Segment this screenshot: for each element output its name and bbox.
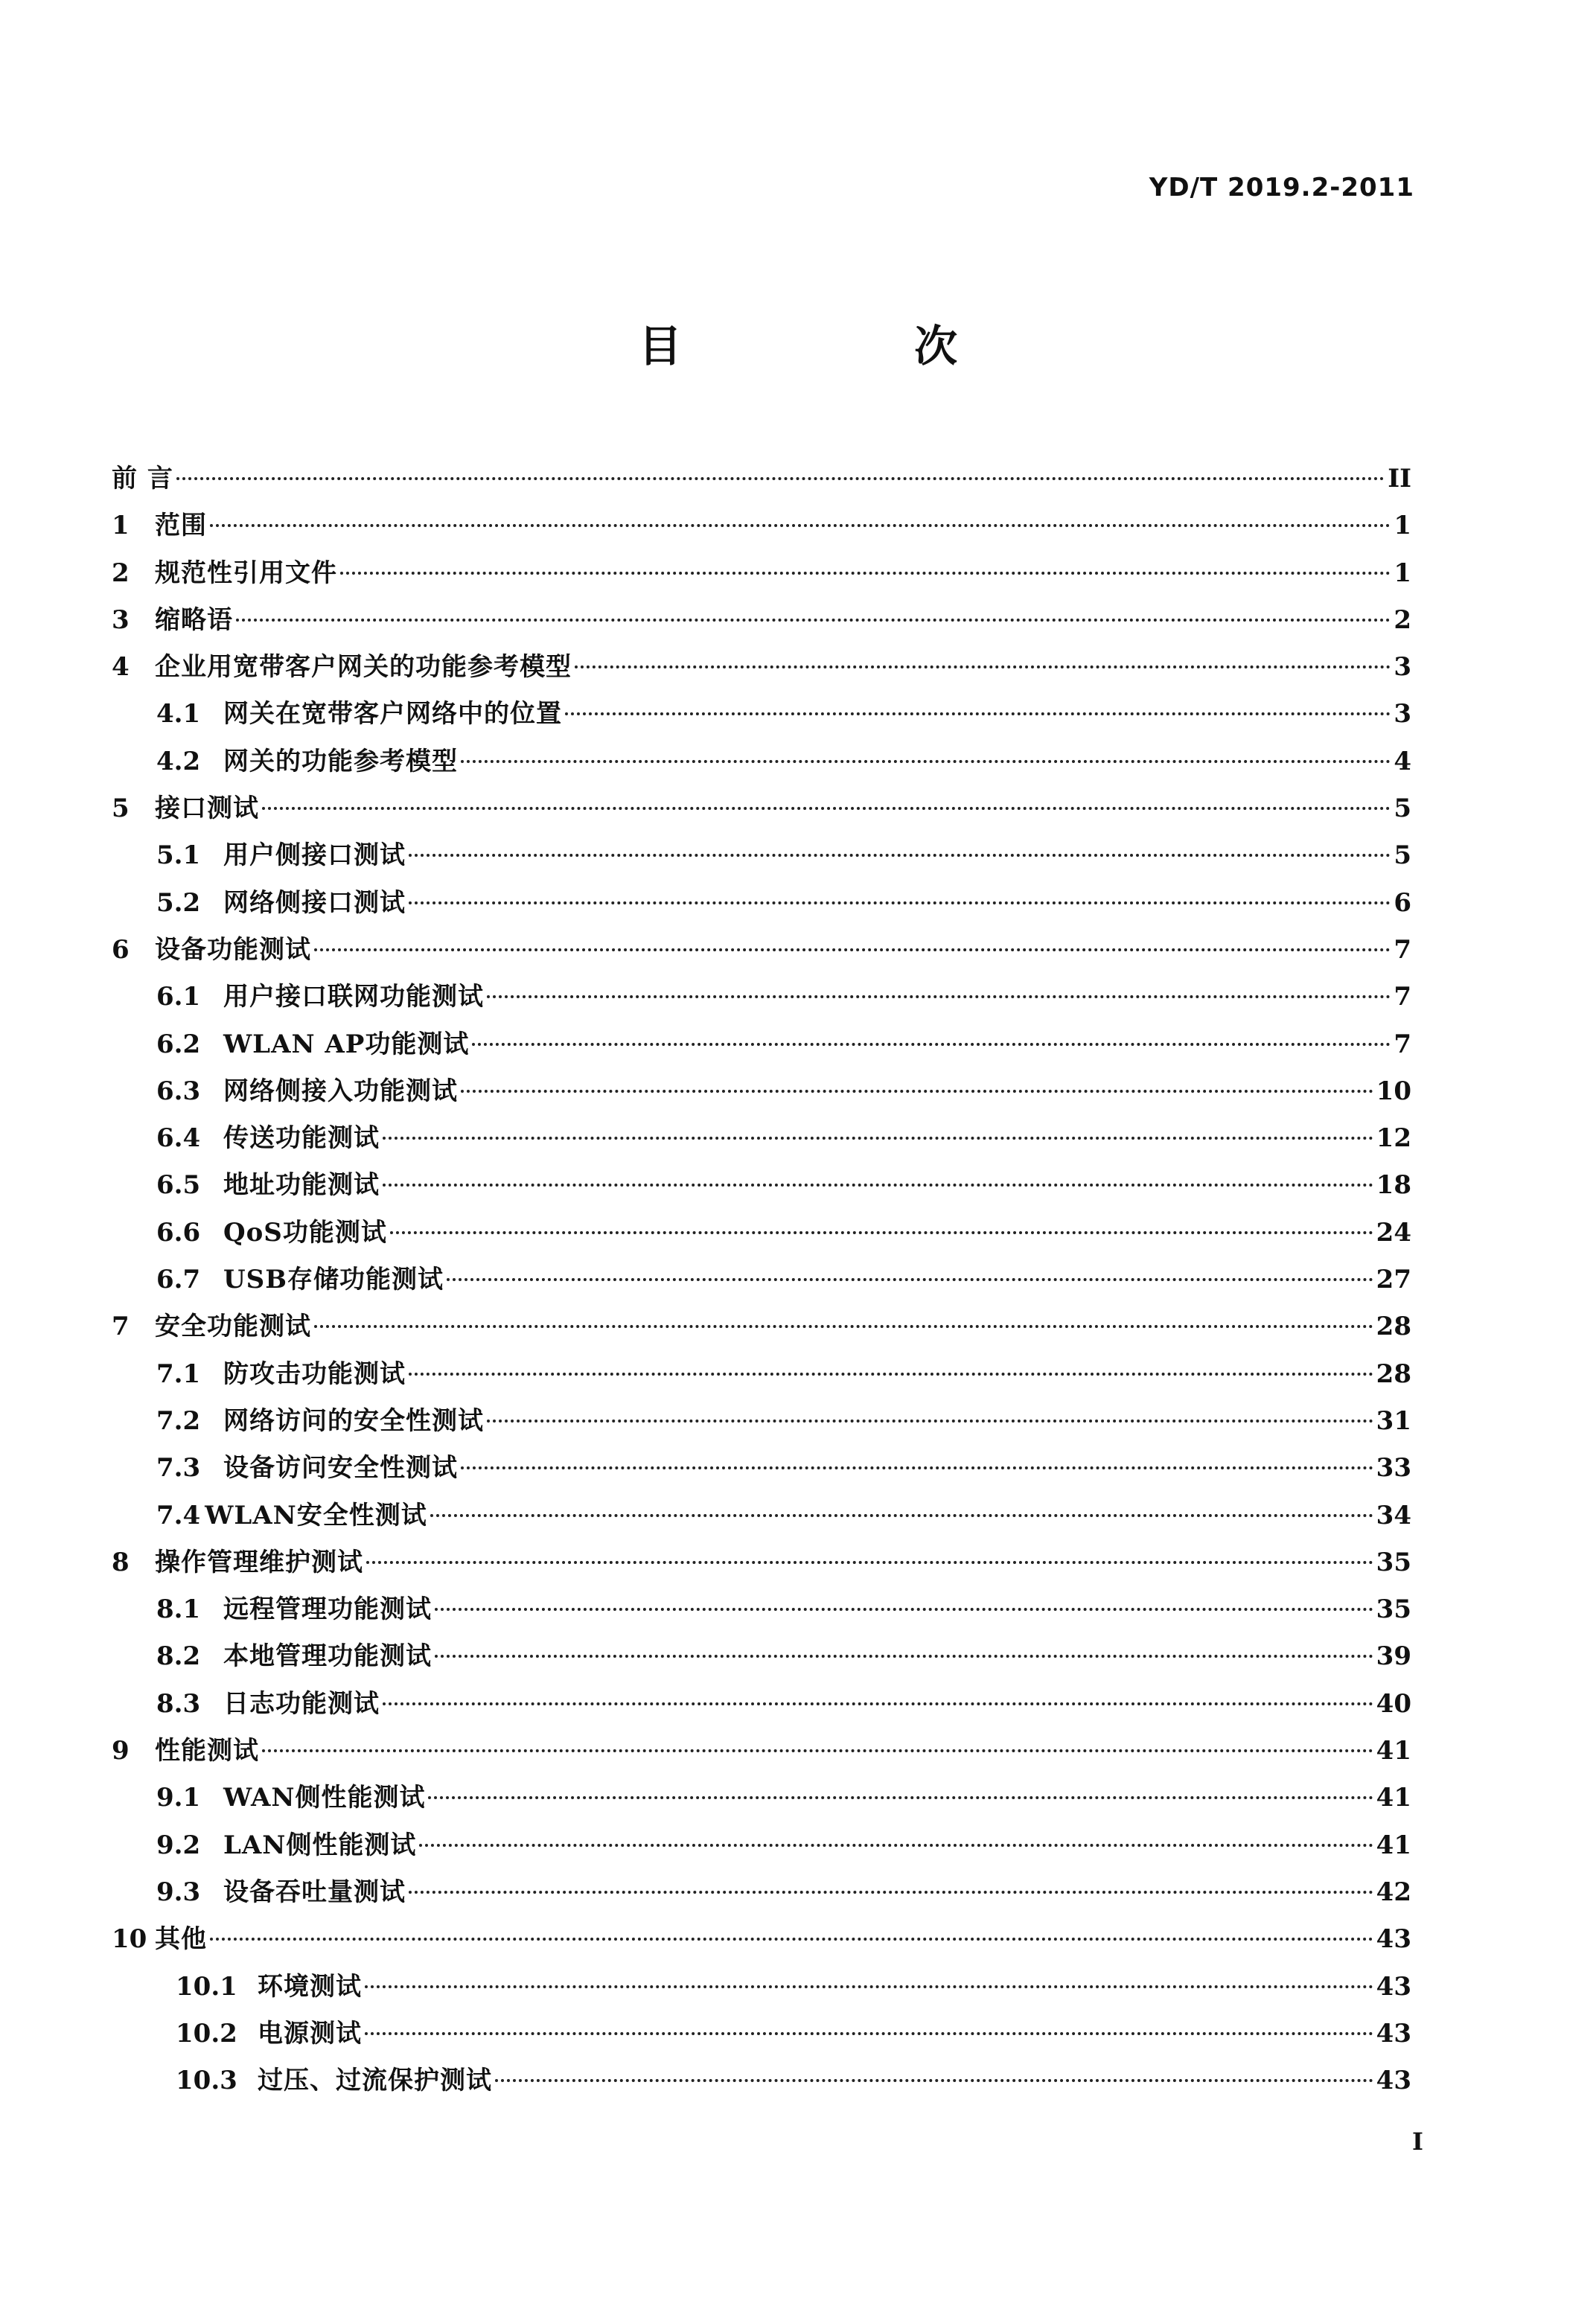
toc-entry-title: 地址功能测试 xyxy=(223,1170,380,1201)
toc-entry-page: 7 xyxy=(1394,934,1411,965)
dot-leader xyxy=(409,854,1391,857)
toc-entry[interactable] xyxy=(112,550,1411,597)
toc-entry-page: 43 xyxy=(1376,2018,1411,2049)
toc-entry-number: 10.2 xyxy=(176,2018,237,2049)
toc-entry-page: 3 xyxy=(1394,652,1411,683)
toc-entry[interactable] xyxy=(112,1021,1411,1068)
toc-entry-title: 用户接口联网功能测试 xyxy=(223,982,484,1012)
toc-entry-number: 2 xyxy=(112,558,130,588)
toc-entry-number: 7.2 xyxy=(156,1405,201,1436)
toc-entry-title: 用户侧接口测试 xyxy=(223,840,406,871)
toc-entry-page: 6 xyxy=(1394,887,1411,918)
toc-entry-title: 设备访问安全性测试 xyxy=(223,1453,458,1484)
toc-entry-page: 27 xyxy=(1376,1265,1411,1295)
dot-leader xyxy=(461,1466,1373,1469)
toc-entry-page: 34 xyxy=(1376,1500,1411,1530)
toc-entry-page: 41 xyxy=(1376,1830,1411,1860)
toc-entry-page: 28 xyxy=(1376,1358,1411,1389)
dot-leader xyxy=(236,619,1391,622)
toc-entry[interactable] xyxy=(112,456,1411,502)
toc-entry-title: 其他 xyxy=(155,1924,207,1955)
dot-leader xyxy=(575,665,1391,668)
toc-entry-page: 1 xyxy=(1394,511,1411,541)
toc-entry[interactable] xyxy=(112,1162,1411,1209)
toc-entry-title: 过压、过流保护测试 xyxy=(258,2066,492,2096)
toc-entry-page: 7 xyxy=(1394,1029,1411,1059)
dot-leader xyxy=(314,948,1391,951)
toc-entry-page: 12 xyxy=(1376,1123,1411,1154)
toc-entry[interactable] xyxy=(112,1445,1411,1492)
toc-entry[interactable] xyxy=(112,880,1411,927)
dot-leader xyxy=(365,1985,1373,1988)
toc-entry-title: 接口测试 xyxy=(155,794,259,824)
toc-entry[interactable] xyxy=(112,1964,1411,2011)
toc-entry-page: 18 xyxy=(1376,1170,1411,1201)
dot-leader xyxy=(210,524,1391,527)
dot-leader xyxy=(383,1702,1373,1705)
toc-entry-title: 缩略语 xyxy=(155,604,233,635)
dot-leader xyxy=(428,1796,1373,1799)
toc-entry-title: 网络访问的安全性测试 xyxy=(223,1405,484,1436)
dot-leader xyxy=(366,1561,1373,1564)
toc-entry-number: 10.3 xyxy=(176,2066,237,2096)
toc-entry[interactable] xyxy=(112,502,1411,549)
toc-entry-page: 7 xyxy=(1394,982,1411,1012)
toc-entry[interactable] xyxy=(112,644,1411,691)
dot-leader xyxy=(447,1278,1373,1281)
toc-entry-title: 企业用宽带客户网关的功能参考模型 xyxy=(155,652,572,683)
toc-entry-number: 3 xyxy=(112,604,130,635)
toc-entry-number: 1 xyxy=(112,511,130,541)
dot-leader xyxy=(435,1655,1373,1658)
dot-leader xyxy=(314,1325,1373,1328)
toc-entry-title: QoS功能测试 xyxy=(223,1217,387,1248)
toc-entry-page: 5 xyxy=(1394,840,1411,871)
toc-entry-number: 6.6 xyxy=(156,1217,201,1248)
toc-entry-page: 35 xyxy=(1376,1594,1411,1625)
toc-entry-page: 39 xyxy=(1376,1641,1411,1672)
toc-entry-title: 设备吞吐量测试 xyxy=(223,1877,406,1907)
toc-entry-title: WLAN AP功能测试 xyxy=(223,1029,470,1059)
dot-leader xyxy=(390,1231,1373,1234)
dot-leader xyxy=(495,2079,1373,2082)
dot-leader xyxy=(340,572,1391,575)
toc-entry-number: 5.1 xyxy=(156,840,201,871)
toc-entry-number: 6 xyxy=(112,934,130,965)
toc-entry-page: 1 xyxy=(1394,558,1411,588)
toc-entry[interactable] xyxy=(112,927,1411,974)
toc-entry-number: 4.2 xyxy=(156,746,201,776)
toc-entry[interactable] xyxy=(112,832,1411,879)
toc-entry-title: LAN侧性能测试 xyxy=(223,1830,417,1860)
table-of-contents xyxy=(112,456,1411,2104)
toc-entry-page: 24 xyxy=(1376,1217,1411,1248)
toc-entry-page: 43 xyxy=(1376,1971,1411,2002)
toc-entry-number: 6.7 xyxy=(156,1265,201,1295)
dot-leader xyxy=(472,1043,1391,1046)
toc-entry-page: 10 xyxy=(1376,1076,1411,1106)
toc-entry[interactable] xyxy=(112,691,1411,738)
toc-entry[interactable] xyxy=(112,2057,1411,2104)
toc-entry-title: 网关在宽带客户网络中的位置 xyxy=(223,699,562,729)
dot-leader xyxy=(461,760,1391,763)
toc-entry-number: 8.2 xyxy=(156,1641,201,1672)
toc-entry-number: 6.4 xyxy=(156,1123,201,1154)
toc-entry-number: 9.2 xyxy=(156,1830,201,1860)
toc-entry-number: 8 xyxy=(112,1547,130,1577)
toc-entry[interactable] xyxy=(112,1586,1411,1633)
toc-entry-title: 日志功能测试 xyxy=(223,1688,380,1719)
toc-entry[interactable] xyxy=(112,738,1411,785)
toc-entry-number: 8.1 xyxy=(156,1594,201,1625)
toc-entry-page: 42 xyxy=(1376,1877,1411,1907)
toc-entry[interactable] xyxy=(112,1822,1411,1869)
toc-entry-page: II xyxy=(1388,464,1411,494)
dot-leader xyxy=(210,1938,1373,1941)
toc-entry-number: 7.1 xyxy=(156,1358,201,1389)
dot-leader xyxy=(262,1749,1373,1752)
toc-entry-number: 10 xyxy=(112,1924,147,1955)
toc-entry-page: 40 xyxy=(1376,1688,1411,1719)
dot-leader xyxy=(461,1090,1373,1093)
toc-entry[interactable] xyxy=(112,974,1411,1021)
toc-entry-number: 6.5 xyxy=(156,1170,201,1201)
toc-entry[interactable] xyxy=(112,1068,1411,1115)
toc-entry-page: 31 xyxy=(1376,1405,1411,1436)
dot-leader xyxy=(409,1891,1373,1894)
toc-entry-number: 7 xyxy=(112,1312,130,1342)
toc-entry[interactable] xyxy=(112,1398,1411,1445)
toc-entry[interactable] xyxy=(112,1257,1411,1303)
toc-entry[interactable] xyxy=(112,1681,1411,1728)
toc-entry-number: 5 xyxy=(112,794,130,824)
toc-entry-title: 范围 xyxy=(155,511,207,541)
toc-entry[interactable] xyxy=(112,1115,1411,1162)
toc-entry-number: 4 xyxy=(112,652,130,683)
toc-entry-page: 43 xyxy=(1376,1924,1411,1955)
page-number: I xyxy=(1412,2127,1423,2156)
toc-entry-page: 4 xyxy=(1394,746,1411,776)
toc-entry[interactable] xyxy=(112,1210,1411,1257)
toc-entry-number: 10.1 xyxy=(176,1971,237,2002)
toc-entry[interactable] xyxy=(112,1869,1411,1916)
dot-leader xyxy=(487,1420,1373,1423)
toc-entry[interactable] xyxy=(112,1303,1411,1350)
toc-entry-page: 28 xyxy=(1376,1312,1411,1342)
toc-entry-title: 设备功能测试 xyxy=(155,934,311,965)
toc-entry[interactable] xyxy=(112,1916,1411,1963)
toc-entry-number: 9.1 xyxy=(156,1783,201,1813)
toc-title: 目 次 xyxy=(638,321,1067,371)
toc-entry-title: 安全功能测试 xyxy=(155,1312,311,1342)
toc-entry-title: 防攻击功能测试 xyxy=(223,1358,406,1389)
toc-entry-number: 8.3 xyxy=(156,1688,201,1719)
toc-entry-page: 35 xyxy=(1376,1547,1411,1577)
toc-entry-title: WLAN安全性测试 xyxy=(205,1500,427,1530)
toc-entry-page: 41 xyxy=(1376,1783,1411,1813)
toc-entry-title: 规范性引用文件 xyxy=(155,558,337,588)
dot-leader xyxy=(383,1137,1373,1140)
dot-leader xyxy=(565,712,1391,715)
toc-entry-title: 环境测试 xyxy=(258,1971,362,2002)
toc-entry-title: 网关的功能参考模型 xyxy=(223,746,458,776)
dot-leader xyxy=(262,807,1391,810)
toc-entry-title: 传送功能测试 xyxy=(223,1123,380,1154)
toc-entry-title: 性能测试 xyxy=(155,1736,259,1766)
standard-code: YD/T 2019.2-2011 xyxy=(1149,173,1414,202)
toc-entry-number: 5.2 xyxy=(156,887,201,918)
toc-entry-title: 远程管理功能测试 xyxy=(223,1594,432,1625)
toc-entry-number: 7.4 xyxy=(156,1500,201,1530)
toc-entry[interactable] xyxy=(112,1351,1411,1398)
toc-entry-number: 7.3 xyxy=(156,1453,201,1484)
toc-entry-title: 网络侧接口测试 xyxy=(223,887,406,918)
toc-entry-page: 33 xyxy=(1376,1453,1411,1484)
toc-entry-page: 5 xyxy=(1394,794,1411,824)
toc-entry-number: 6.1 xyxy=(156,982,201,1012)
toc-entry-title: 前 言 xyxy=(112,464,173,494)
dot-leader xyxy=(365,2032,1373,2035)
dot-leader xyxy=(409,1373,1373,1376)
toc-entry[interactable] xyxy=(112,1775,1411,1821)
toc-entry-number: 6.2 xyxy=(156,1029,201,1059)
toc-entry-page: 41 xyxy=(1376,1736,1411,1766)
toc-entry[interactable] xyxy=(112,1492,1411,1539)
toc-entry-number: 4.1 xyxy=(156,699,201,729)
toc-entry-page: 3 xyxy=(1394,699,1411,729)
toc-entry[interactable] xyxy=(112,2011,1411,2057)
toc-entry[interactable] xyxy=(112,597,1411,644)
toc-entry-number: 6.3 xyxy=(156,1076,201,1106)
toc-entry[interactable] xyxy=(112,1539,1411,1586)
toc-entry-title: 电源测试 xyxy=(258,2018,362,2049)
toc-entry-page: 2 xyxy=(1394,604,1411,635)
dot-leader xyxy=(430,1514,1373,1517)
toc-entry-title: USB存储功能测试 xyxy=(223,1265,444,1295)
toc-entry[interactable] xyxy=(112,785,1411,832)
dot-leader xyxy=(487,995,1391,998)
toc-entry-number: 9.3 xyxy=(156,1877,201,1907)
toc-entry-number: 9 xyxy=(112,1736,130,1766)
toc-entry[interactable] xyxy=(112,1728,1411,1775)
dot-leader xyxy=(419,1844,1373,1847)
toc-entry-title: 本地管理功能测试 xyxy=(223,1641,432,1672)
dot-leader xyxy=(409,901,1391,904)
toc-entry-page: 43 xyxy=(1376,2066,1411,2096)
dot-leader xyxy=(176,477,1385,480)
toc-entry[interactable] xyxy=(112,1633,1411,1680)
toc-entry-title: 操作管理维护测试 xyxy=(155,1547,363,1577)
dot-leader xyxy=(435,1608,1373,1611)
toc-entry-title: WAN侧性能测试 xyxy=(223,1783,426,1813)
toc-entry-title: 网络侧接入功能测试 xyxy=(223,1076,458,1106)
dot-leader xyxy=(383,1184,1373,1187)
